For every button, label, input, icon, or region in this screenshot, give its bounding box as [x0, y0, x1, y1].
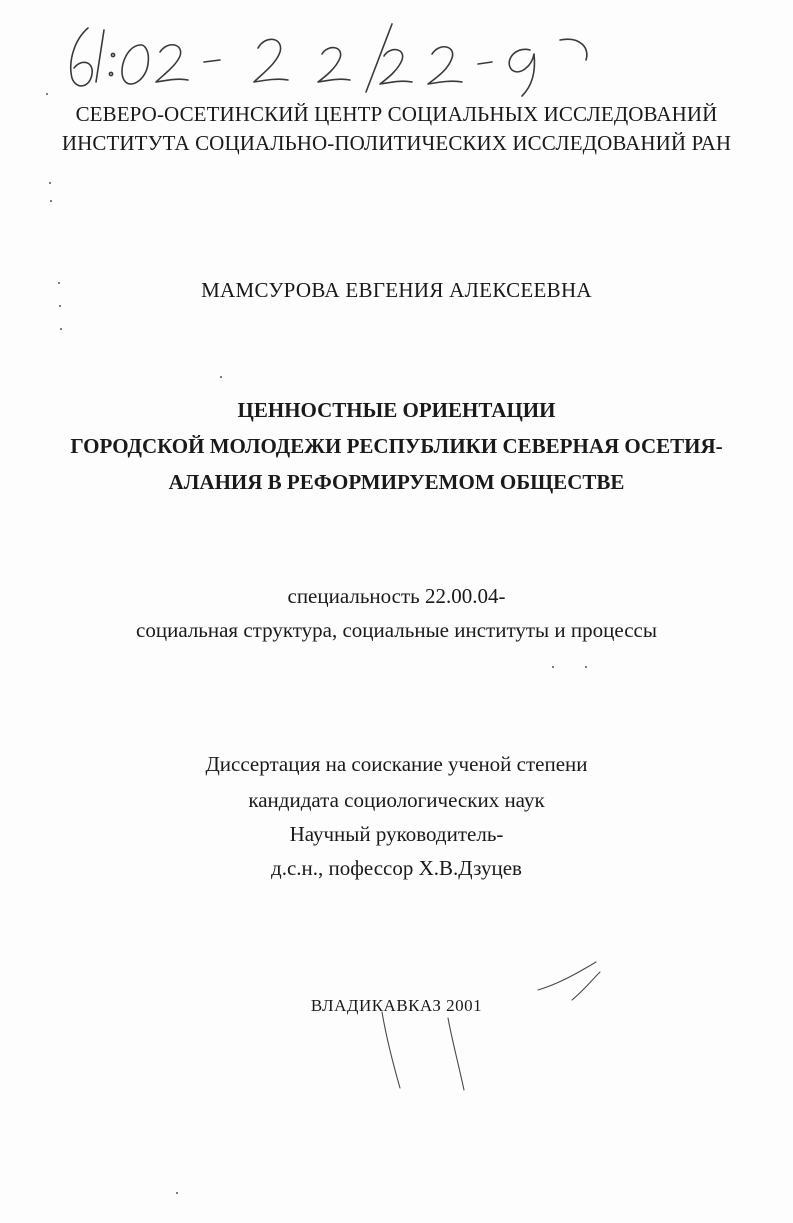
scan-speck	[46, 93, 48, 95]
specialty-line-1: специальность 22.00.04-	[287, 584, 506, 608]
city-year: ВЛАДИКАВКАЗ 2001	[310, 996, 483, 1015]
scan-speck	[49, 182, 51, 184]
dissertation-line-2: кандидата социологических наук	[248, 788, 545, 812]
scan-speck	[176, 1192, 178, 1194]
scan-speck	[220, 376, 222, 378]
dissertation-line-4: д.с.н., пофессор Х.В.Дзуцев	[271, 856, 522, 880]
dissertation-line-3: Научный руководитель-	[289, 822, 504, 846]
title-line-3: АЛАНИЯ В РЕФОРМИРУЕМОМ ОБЩЕСТВЕ	[168, 470, 625, 494]
handwritten-code	[71, 24, 587, 96]
author-name: МАМСУРОВА ЕВГЕНИЯ АЛЕКСЕЕВНА	[201, 278, 592, 302]
institution-line-1: СЕВЕРО-ОСЕТИНСКИЙ ЦЕНТР СОЦИАЛЬНЫХ ИССЛЕДОВАНИЙ	[75, 102, 718, 126]
title-line-2: ГОРОДСКОЙ МОЛОДЕЖИ РЕСПУБЛИКИ СЕВЕРНАЯ ОСЕТИЯ-	[70, 434, 723, 458]
scan-speck	[552, 666, 554, 668]
dissertation-line-1: Диссертация на соискание ученой степени	[205, 752, 588, 776]
scan-speck	[50, 200, 52, 202]
scan-speck	[59, 305, 61, 307]
scan-speck	[585, 666, 587, 668]
scan-speck	[60, 328, 62, 330]
specialty-line-2: социальная структура, социальные институты и процессы	[136, 618, 657, 642]
pencil-marks	[382, 962, 600, 1090]
title-line-1: ЦЕННОСТНЫЕ ОРИЕНТАЦИИ	[237, 398, 556, 422]
institution-line-2: ИНСТИТУТА СОЦИАЛЬНО-ПОЛИТИЧЕСКИХ ИССЛЕДОВАНИЙ РАН	[61, 131, 732, 155]
